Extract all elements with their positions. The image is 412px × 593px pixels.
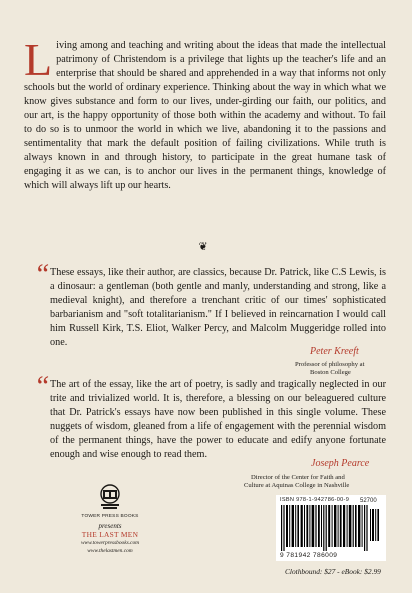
quote-mark-icon: “ [34, 259, 50, 290]
endorsement-text: These essays, like their author, are classics, because Dr. Patrick, like C.S Lewis, is a dinosaur: a gentleman (both gentle and manly, understanding and strong, like a medieval knight), and therefore a trenchant critic of our times' sophisticated barbarianism and "soft totalitarianism." If I believed in reincarnation I would call him Russell Kirk, T.S. Eliot, Walker Percy, and Malcolm Muggeridge rolled into one. [50, 267, 386, 348]
intro-paragraph [24, 34, 386, 193]
endorser-name: Peter Kreeft [310, 346, 359, 357]
isbn-barcode [276, 495, 386, 561]
isbn-label: ISBN 978-1-942786-00-9 [280, 497, 350, 503]
endorsement-text: The art of the essay, like the art of poetry, is sadly and tragically neglected in our trite and trivialized world. It is, therefore, a blessing on our beleaguered culture that Dr. Patrick's essays have now been published in this single volume. These nuggets of wisdom, gleaned from a life of engagement with the perennial wisdom of the permanent things, have the power to educate and edify anyone fortunate enough and wise enough to read them. [50, 379, 386, 460]
quote-mark-icon: “ [34, 371, 50, 402]
publisher-url[interactable]: www.towerpressbooks.com [80, 540, 140, 546]
barcode-bars-icon [281, 505, 381, 551]
endorser-role-line: Professor of philosophy at [295, 361, 365, 368]
barcode-digits: 9 781942 786009 [280, 552, 338, 559]
presents-label: presents [98, 522, 122, 530]
fleuron-ornament-icon: ❦ [198, 241, 208, 253]
tower-press-logo-icon [97, 484, 123, 512]
series-name: THE LAST MEN [81, 530, 139, 539]
price-code: 52700 [360, 498, 377, 504]
price-line: Clothbound: $27 - eBook: $2.99 [285, 567, 381, 576]
series-url[interactable]: www.thelastmen.com [87, 548, 133, 554]
endorser-role-line: Culture at Aquinas College in Nashville [244, 482, 350, 489]
endorser-name: Joseph Pearce [311, 458, 370, 469]
intro-text: iving among and teaching and writing about the ideas that made the intellectual patrimony of Christendom is a privilege that lights up the teacher's life and an enterprise that should be shared and apprehended in a way that informs not only schools but the world of ordinary experience. Thinking about the way in which what we know gives substance and form to our lives, under-girding our faith, our politics, and our art, is the happy opportunity of those both within the academy and without. To fail to do so is to unmoor the world in which we live, abandoning it to the passions and sentimentality that mark the default position of failing civilizations. While truth is always known in and through history, to participate in the great humane task of engaging it as we can, is to anchor our lives in the permanent things, knowledge of which will always lift up our hearts. [24, 40, 386, 191]
endorsement-kreeft [34, 259, 386, 350]
endorser-role-line: Boston College [310, 369, 351, 376]
publisher-name: TOWER PRESS BOOKS [81, 514, 139, 519]
drop-cap: L [24, 34, 53, 85]
endorser-role-line: Director of the Center for Faith and [251, 474, 345, 481]
